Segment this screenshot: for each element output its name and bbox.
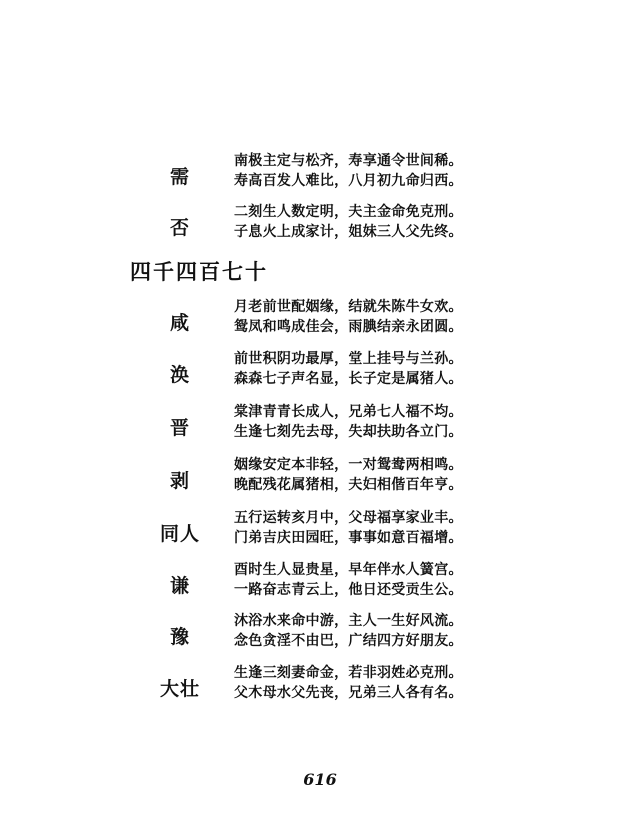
verse-line-2: 一路奋志青云上，他日还受贡生公。 xyxy=(234,582,463,598)
verse-line-1: 酉时生人显贵星，早年伴水人簧宫。 xyxy=(234,562,463,578)
verse-line-2: 念色贪淫不由巴，广结四方好朋友。 xyxy=(234,633,463,649)
verse-entry-pi xyxy=(0,203,640,251)
verse-line-2: 鸳凤和鸣成佳会，雨腆结亲永团圆。 xyxy=(234,319,463,335)
verse-line-1: 棠津青青长成人，兄弟七人福不均。 xyxy=(234,404,463,420)
verse-line-1: 五行运转亥月中，父母福享家业丰。 xyxy=(234,510,463,526)
verse-entry-qian xyxy=(0,561,640,609)
verse-line-1: 二刻生人数定明，夫主金命免克刑。 xyxy=(234,204,463,220)
hexagram-name: 同人 xyxy=(159,523,200,545)
verse-line-2: 门弟吉庆田园旺，事事如意百福增。 xyxy=(234,530,463,546)
hexagram-name: 晋 xyxy=(169,417,190,439)
hexagram-name: 需 xyxy=(169,166,190,188)
hexagram-name: 豫 xyxy=(169,626,190,648)
verse-line-1: 南极主定与松齐，寿享通令世间稀。 xyxy=(234,153,463,169)
verse-entry-xian xyxy=(0,298,640,346)
hexagram-name: 否 xyxy=(169,217,190,239)
verse-entry-huan xyxy=(0,350,640,398)
verse-line-1: 生逢三刻妻命金，若非羽姓必克刑。 xyxy=(234,665,463,681)
verse-entry-yu xyxy=(0,612,640,660)
section-heading: 四千四百七十 xyxy=(130,259,268,284)
verse-line-2: 父木母水父先丧，兄弟三人各有名。 xyxy=(234,685,463,701)
verse-line-2: 晚配残花属猪相，夫妇相偕百年亨。 xyxy=(234,477,463,493)
verse-line-2: 森森七子声名显，长子定是属猪人。 xyxy=(234,371,463,387)
hexagram-name: 大壮 xyxy=(159,678,200,700)
verse-line-2: 寿高百发人难比，八月初九命归西。 xyxy=(234,173,463,189)
hexagram-name: 剥 xyxy=(169,470,190,492)
verse-entry-bo xyxy=(0,456,640,504)
hexagram-name: 涣 xyxy=(169,364,190,386)
verse-entry-tongren xyxy=(0,509,640,557)
verse-line-1: 前世积阴功最厚，堂上挂号与兰孙。 xyxy=(234,351,463,367)
hexagram-name: 咸 xyxy=(169,312,190,334)
verse-line-2: 生逢七刻先去母，失却扶助各立门。 xyxy=(234,424,463,440)
verse-entry-jin xyxy=(0,403,640,451)
verse-line-1: 姻缘安定本非轻，一对鸳鸯两相鸣。 xyxy=(234,457,463,473)
page-number: 616 xyxy=(303,770,337,789)
verse-entry-dazhuang xyxy=(0,664,640,712)
verse-entry-xu xyxy=(0,152,640,200)
hexagram-name: 谦 xyxy=(169,575,190,597)
verse-line-1: 沐浴水来命中游，主人一生好风流。 xyxy=(234,613,463,629)
verse-line-1: 月老前世配姻缘，结就朱陈牛女欢。 xyxy=(234,299,463,315)
verse-line-2: 子息火上成家计，姐妹三人父先终。 xyxy=(234,224,463,240)
